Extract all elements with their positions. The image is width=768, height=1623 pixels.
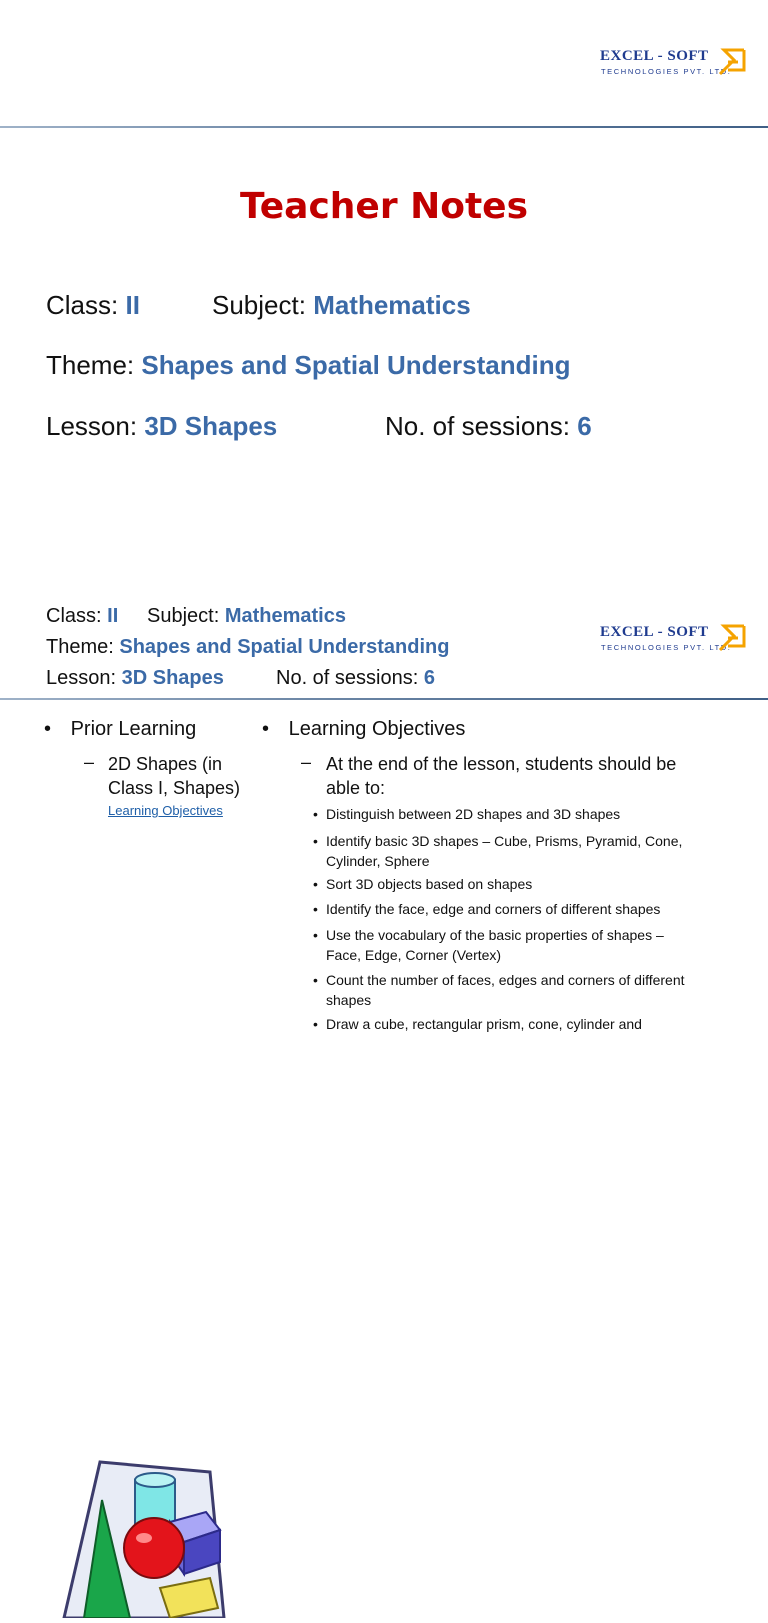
logo-mark-icon [714,44,750,78]
lesson-label: Lesson: [46,667,117,689]
class-value: II [125,290,140,320]
prior-item-text [108,752,240,800]
learning-objectives-link[interactable]: Learning Objectives [108,803,223,818]
objective-line: Identify the face, edge and corners of different shapes [326,901,661,917]
theme-line [46,636,449,659]
theme-value: Shapes and Spatial Understanding [119,636,450,658]
objective-item [313,806,621,822]
objective-line: Sort 3D objects based on shapes [326,876,533,892]
3d-shapes-clipart [60,1458,250,1623]
sessions-line [276,667,435,690]
theme-label: Theme: [46,350,135,380]
prior-item [84,752,94,773]
objective-line: Count the number of faces, edges and corners of different [326,972,685,988]
prior-learning-heading [44,718,196,741]
bullet-dot: • [313,833,318,849]
class-label: Class: [46,605,102,627]
objective-line: Use the vocabulary of the basic properties of shapes – [326,927,664,943]
objectives-intro-line2: able to: [326,778,386,798]
bullet-dot: • [313,972,318,988]
objective-line: Cylinder, Sphere [326,853,430,869]
objective-item [313,901,661,917]
slide-1 [0,0,768,590]
bullet-dot: • [313,1016,318,1032]
objectives-intro-dash [301,752,311,773]
bullet-dot: • [313,901,318,917]
bullet-dot: • [44,718,52,740]
bullet-dot: • [262,718,270,740]
objectives-intro [326,752,676,800]
objectives-label: Learning Objectives [288,718,466,740]
prior-item-line2: Class I, Shapes) [108,778,241,798]
header-divider [0,698,768,700]
slide-2 [0,590,768,1032]
subject-value: Mathematics [224,605,346,627]
objective-item [313,970,685,1010]
subject-label: Subject: [147,605,220,627]
lesson-value: 3D Shapes [121,667,224,689]
lesson-line [46,667,224,690]
lesson-label: Lesson: [46,411,138,441]
sessions-value: 6 [423,667,435,689]
prior-item-line1: 2D Shapes (in [108,754,223,774]
objective-line: Distinguish between 2D shapes and 3D shapes [326,806,621,822]
objective-item [313,831,683,871]
objective-item [313,876,533,892]
page-title: Teacher Notes [239,186,529,227]
class-line [46,605,118,628]
theme-line [46,350,570,381]
subject-line [212,290,471,321]
objective-line: Face, Edge, Corner (Vertex) [326,947,502,963]
bullet-dot: • [313,806,318,822]
objective-line: Identify basic 3D shapes – Cube, Prisms, Pyramid, Cone, [326,833,683,849]
class-line [46,290,140,321]
subject-label: Subject: [212,290,306,320]
logo-tagline: TECHNOLOGIES PVT. LTD. [601,67,732,76]
objective-line: Draw a cube, rectangular prism, cone, cylinder and [326,1016,642,1032]
sessions-label: No. of sessions: [385,411,570,441]
logo-tagline: TECHNOLOGIES PVT. LTD. [601,643,732,652]
lesson-value: 3D Shapes [144,411,278,441]
sessions-line [385,411,592,442]
objective-item [313,925,664,965]
logo-name: EXCEL - SOFT [600,48,709,64]
class-label: Class: [46,290,119,320]
subject-value: Mathematics [313,290,471,320]
theme-label: Theme: [46,636,114,658]
dash-mark: – [84,752,95,772]
lesson-line [46,411,277,442]
objectives-intro-line1: At the end of the lesson, students should be [326,754,677,774]
dash-mark: – [301,752,312,772]
prior-learning-label: Prior Learning [70,718,197,740]
theme-value: Shapes and Spatial Understanding [141,350,571,380]
logo-name: EXCEL - SOFT [600,624,709,640]
subject-line [147,605,346,628]
objective-line: shapes [326,992,372,1008]
objective-item [313,1016,642,1032]
logo-mark-icon [714,620,750,654]
excel-soft-logo [600,48,750,84]
sessions-label: No. of sessions: [276,667,419,689]
excel-soft-logo [600,624,750,660]
header-divider [0,126,768,128]
objectives-heading [262,718,465,741]
bullet-dot: • [313,876,318,892]
sessions-value: 6 [577,411,592,441]
bullet-dot: • [313,927,318,943]
class-value: II [107,605,119,627]
